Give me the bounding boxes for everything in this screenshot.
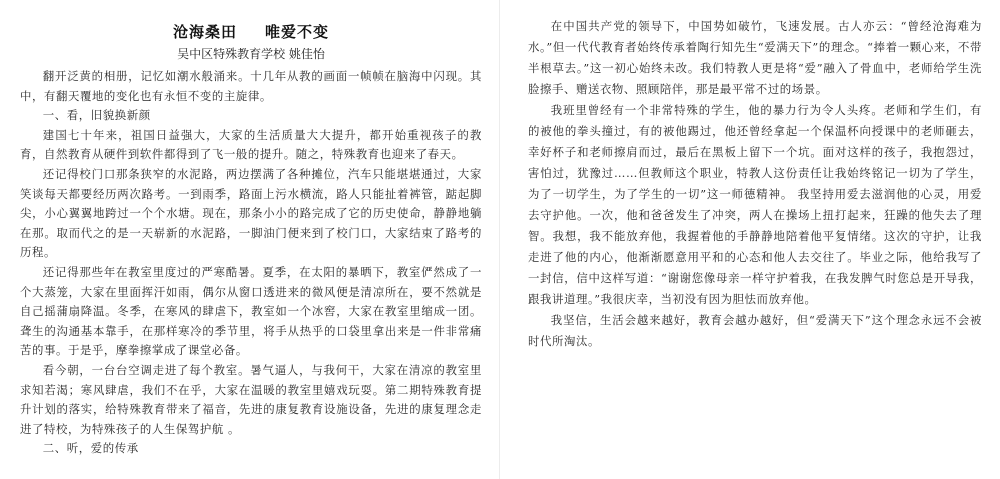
title-part-2: 唯爱不变 (265, 23, 330, 41)
author-byline: 吴中区特殊教育学校 姚佳怡 (177, 47, 325, 61)
paragraph: 还记得校门口那条狭窄的水泥路，两边摆满了各种摊位，汽车只能堪堪通过，大家笑谈每天都要经历两次路考。一到雨季，路面上污水横流，路人只能扯着裤管，踮起脚尖，小心翼翼地跨过一个个水塘。现在，那条小小的路完成了它的历史使命，静静地躺在那。取而代之的是一天崭新的水泥路，一脚油门便来到了校门口，大家结束了路考的历程。 (20, 166, 482, 260)
paragraph: 建国七十年来，祖国日益强大，大家的生活质量大大提升，都开始重视孩子的教育，自然教育从硬件到软件都得到了飞一般的提升。随之，特殊教育也迎来了春天。 (20, 127, 482, 162)
paragraph: 翻开泛黄的相册，记忆如潮水般涌来。十几年从教的画面一帧帧在脑海中闪现。其中，有翻天覆地的变化也有永恒不变的主旋律。 (20, 69, 482, 103)
document-title (20, 22, 482, 42)
paragraph: 我班里曾经有一个非常特殊的学生，他的暴力行为令人头疼。老师和学生们，有的被他的拳头撞过，有的被他踢过，他还曾经拿起一个保温杯向授课中的老师砸去，幸好杯子和老师擦肩而过，最后在黑板上留下一个坑。面对这样的孩子，我抱怨过，害怕过，犹豫过……但教师这个职业，特教人这份责任让我始终铭记一切为了学生，为了一切学生，为了学生的一切”这一师德精神。 我坚持用爱去滋润他的心灵，用爱去守护他。一次，他和爸爸发生了冲突，两人在操场上扭打起来，狂躁的他失去了理智。我想，我不能放弃他，我握着他的手静静地陪着他平复情绪。这次的守护，让我走进了他的内心，他渐渐愿意用平和的心态和他人去交往了。毕业之际，他给我写了一封信，信中这样写道：“谢谢您像母亲一样守护着我，在我发脾气时您总是开导我，跟我讲道理。”我很庆幸，当初没有因为胆怯而放弃他。 (528, 103, 982, 306)
paragraph: 还记得那些年在教室里度过的严寒酷暑。夏季，在太阳的暴晒下，教室俨然成了一个大蒸笼，大家在里面挥汗如雨，偶尔从窗口透进来的微风便是清凉所在，要不然就是自己摇蒲扇降温。冬季，在寒风的肆虐下，教室如一个冰窖，大家在教室里缩成一团。聋生的沟通基本靠手，在那样寒冷的季节里，将手从热乎的口袋里拿出来是一件非常痛苦的事。于是乎，摩拳擦掌成了课堂必备。 (20, 264, 482, 358)
paragraph: 在中国共产党的领导下，中国势如破竹，飞速发展。古人亦云：“曾经沧海难为水。”但一代代教育者始终传承着陶行知先生“爱满天下”的理念。“捧着一颗心来，不带半根草去。”这一初心始终未改。我们特教人更是将“爱”融入了骨血中，老师给学生洗脸擦手、赠送衣物、照顾陪伴，那是最平常不过的场景。 (528, 19, 982, 96)
right-page (500, 0, 1000, 479)
left-page-body (20, 67, 482, 459)
paragraph: 看今朝，一台台空调走进了每个教室。暑气逼人，与我何干，大家在清凉的教室里求知若渴；寒风肆虐，我们不在乎，大家在温暖的教室里嬉戏玩耍。第二期特殊教育提升计划的落实，给特殊教育带来了福音，先进的康复教育设施设备，先进的康复理念走进了特校，为特殊孩子的人生保驾护航 。 (20, 362, 482, 436)
title-part-1: 沧海桑田 (172, 23, 237, 41)
paragraph: 我坚信，生活会越来越好，教育会越办越好，但“爱满天下”这个理念永远不会被时代所淘汰。 (528, 313, 982, 348)
section-heading: 一、看，旧貌换新颜 (42, 108, 151, 123)
section-heading: 二、听，爱的传承 (42, 441, 139, 456)
right-page-body (528, 16, 982, 352)
